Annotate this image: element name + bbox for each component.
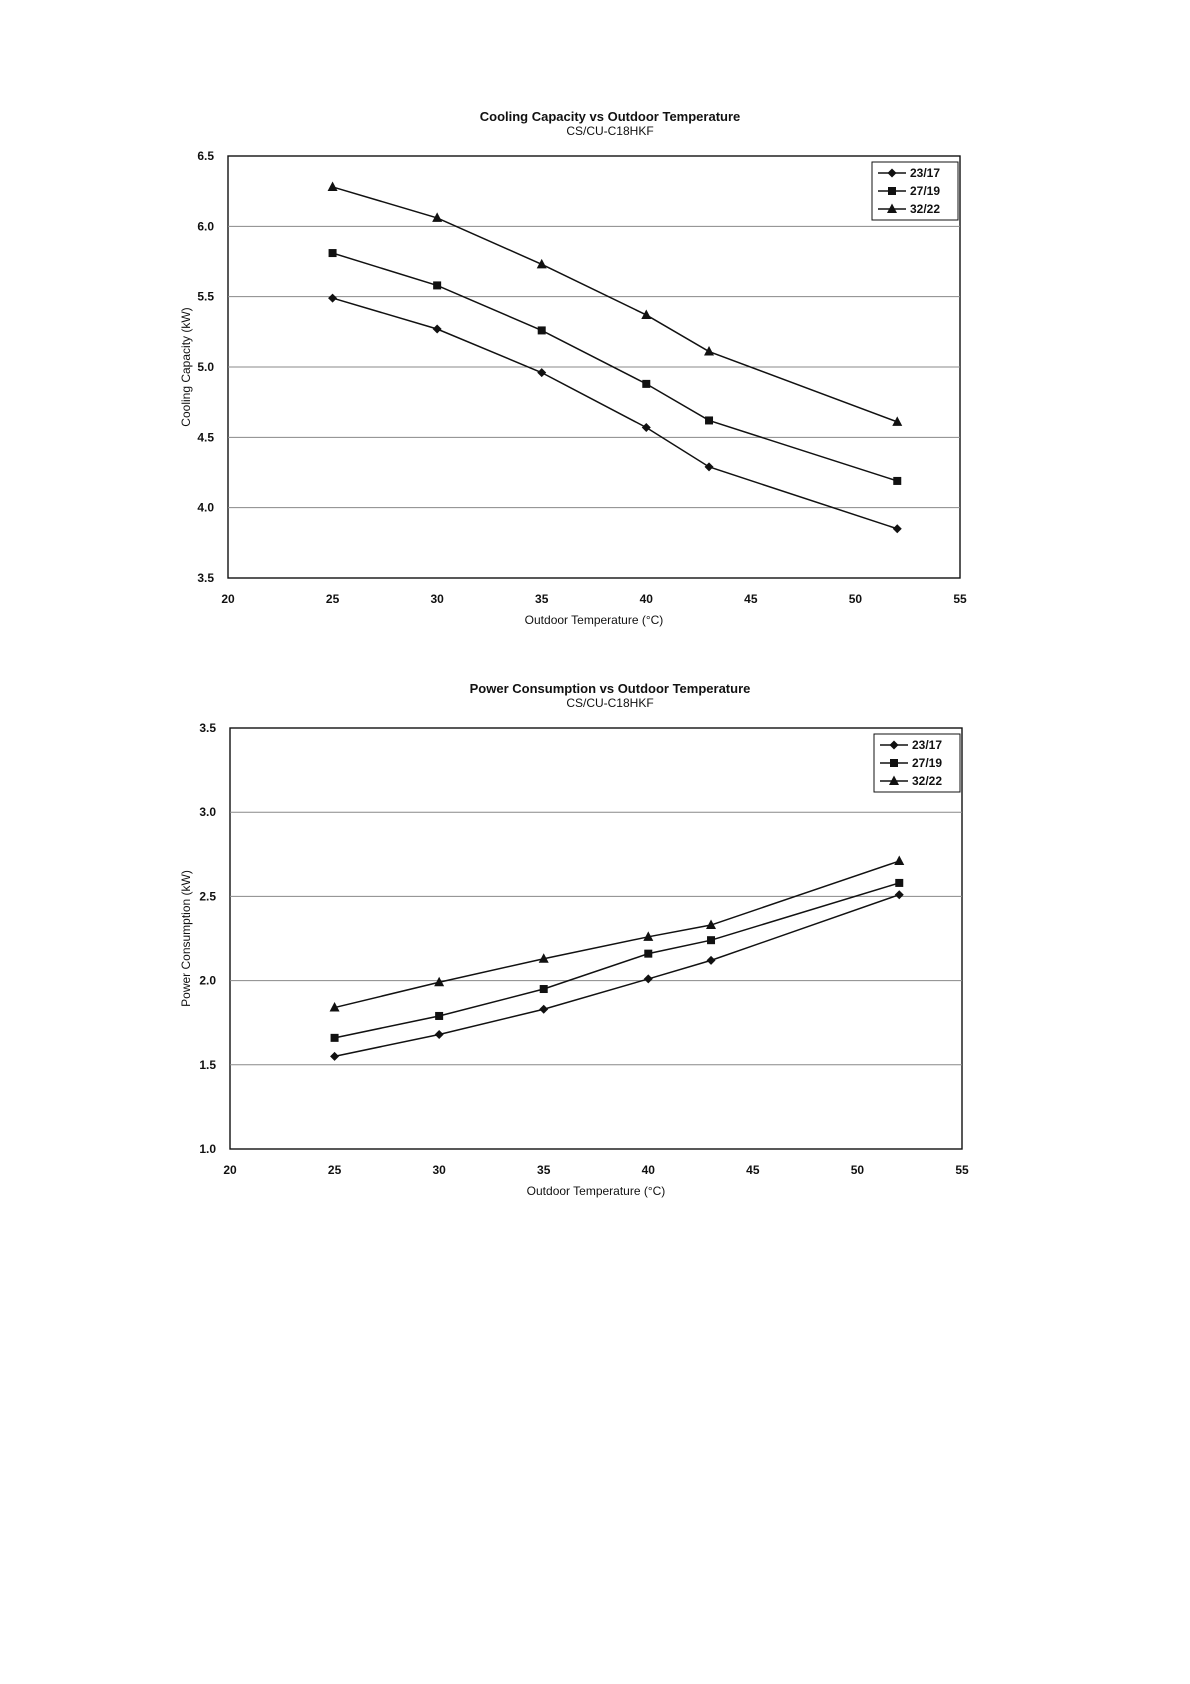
power-consumption-chart	[179, 681, 1040, 1308]
x-tick-label: 55	[953, 592, 967, 606]
y-tick-label: 3.5	[197, 571, 214, 585]
data-point-27/19	[435, 1012, 443, 1020]
legend-label: 27/19	[910, 184, 941, 198]
x-tick-label: 40	[639, 592, 653, 606]
legend-label: 23/17	[910, 166, 941, 180]
power-consumption-plot	[179, 721, 1040, 1308]
data-point-27/19	[705, 416, 713, 424]
chart-subtitle: CS/CU-C18HKF	[566, 696, 654, 710]
y-tick-label: 1.5	[199, 1057, 216, 1072]
x-tick-label: 35	[535, 592, 549, 606]
data-point-27/19	[538, 326, 546, 334]
x-tick-label: 20	[221, 592, 235, 606]
x-tick-label: 30	[432, 1163, 446, 1177]
y-tick-label: 3.5	[199, 721, 216, 735]
legend-marker	[888, 187, 896, 195]
y-tick-label: 4.0	[197, 500, 214, 515]
x-axis-title: Outdoor Temperature (°C)	[524, 613, 664, 627]
data-point-27/19	[895, 879, 903, 887]
y-tick-label: 3.0	[199, 805, 216, 820]
x-tick-label: 45	[746, 1163, 760, 1177]
x-tick-label: 30	[430, 592, 444, 606]
y-tick-label: 1.0	[199, 1142, 216, 1156]
x-axis-title: Outdoor Temperature (°C)	[526, 1184, 666, 1198]
legend-label: 23/17	[912, 738, 943, 752]
y-axis-title: Power Consumption (kW)	[179, 870, 193, 1007]
cooling-capacity-chart	[180, 110, 1040, 690]
data-point-27/19	[329, 249, 337, 257]
legend	[874, 734, 960, 792]
y-tick-label: 4.5	[197, 430, 214, 445]
x-tick-label: 40	[641, 1163, 655, 1177]
data-point-27/19	[893, 477, 901, 485]
data-point-27/19	[331, 1034, 339, 1042]
x-tick-label: 25	[325, 592, 340, 606]
y-tick-label: 6.5	[197, 149, 214, 163]
legend-label: 27/19	[912, 756, 943, 770]
y-tick-label: 2.5	[199, 889, 216, 904]
legend-label: 32/22	[912, 774, 943, 788]
data-point-27/19	[540, 985, 548, 993]
x-tick-label: 55	[955, 1163, 969, 1177]
x-tick-label: 25	[327, 1163, 342, 1177]
data-point-27/19	[642, 380, 650, 388]
data-point-27/19	[433, 281, 441, 289]
y-tick-label: 5.0	[197, 360, 214, 374]
legend-marker	[890, 759, 898, 767]
plot-frame	[230, 728, 962, 1149]
data-point-27/19	[707, 936, 715, 944]
y-axis-title: Cooling Capacity (kW)	[179, 307, 193, 427]
y-tick-label: 5.5	[197, 289, 214, 304]
chart-title: Cooling Capacity vs Outdoor Temperature	[479, 109, 741, 124]
legend	[872, 162, 958, 220]
y-tick-label: 2.0	[199, 973, 216, 988]
cooling-capacity-plot	[180, 110, 1040, 690]
chart-title: Power Consumption vs Outdoor Temperature	[469, 681, 751, 696]
chart-subtitle: CS/CU-C18HKF	[566, 124, 654, 138]
x-tick-label: 45	[744, 592, 758, 606]
y-tick-label: 6.0	[197, 219, 214, 234]
x-tick-label: 50	[848, 592, 863, 606]
data-point-27/19	[644, 950, 652, 958]
x-tick-label: 50	[850, 1163, 865, 1177]
x-tick-label: 20	[223, 1163, 237, 1177]
x-tick-label: 35	[537, 1163, 551, 1177]
legend-label: 32/22	[910, 202, 941, 216]
